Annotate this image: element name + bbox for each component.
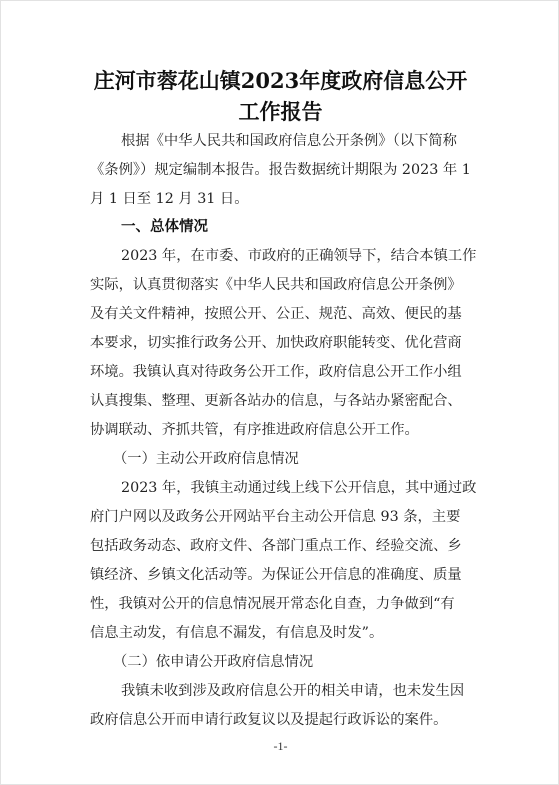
document-title-line-2: 工作报告 — [238, 99, 323, 124]
paragraph-line: 2023 年，我镇主动通过线上线下公开信息，其中通过政 — [121, 480, 477, 496]
paragraph-line: 本要求，切实推行政务公开、加快政府职能转变、优化营商 — [90, 335, 462, 351]
paragraph-line: 协调联动、齐抓共管，有序推进政府信息公开工作。 — [90, 422, 419, 438]
subsection-heading-on-request: （二）依申请公开政府信息情况 — [113, 654, 314, 670]
document-title-line-1: 庄河市蓉花山镇2023年度政府信息公开 — [93, 68, 468, 93]
paragraph-line: 镇经济、乡镇文化活动等。为保证公开信息的准确度、质量 — [90, 567, 462, 583]
paragraph-line: 实际，认真贯彻落实《中华人民共和国政府信息公开条例》 — [90, 277, 462, 293]
intro-line: 《条例》）规定编制本报告。报告数据统计期限为 2023 年 1 — [90, 162, 471, 178]
page-number: -1- — [273, 739, 288, 753]
section-heading-overview: 一、总体情况 — [121, 219, 208, 235]
intro-line: 根据《中华人民共和国政府信息公开条例》（以下简称 — [121, 133, 457, 149]
intro-line: 月 1 日至 12 月 31 日。 — [90, 191, 249, 207]
paragraph-line: 信息主动发，有信息不漏发，有信息及时发”。 — [90, 625, 384, 641]
paragraph-line: 府门户网以及政务公开网站平台主动公开信息 93 条，主要 — [90, 509, 461, 525]
subsection-heading-proactive: （一）主动公开政府信息情况 — [113, 451, 299, 467]
paragraph-line: 环境。我镇认真对待政务公开工作，政府信息公开工作小组 — [90, 364, 462, 380]
paragraph-line: 包括政务动态、政府文件、各部门重点工作、经验交流、乡 — [90, 538, 462, 554]
paragraph-line: 我镇未收到涉及政府信息公开的相关申请，也未发生因 — [121, 683, 465, 699]
paragraph-line: 认真搜集、整理、更新各站办的信息，与各站办紧密配合、 — [90, 393, 462, 409]
paragraph-line: 2023 年，在市委、市政府的正确领导下，结合本镇工作 — [121, 248, 477, 264]
paragraph-line: 及有关文件精神，按照公开、公正、规范、高效、便民的基 — [90, 306, 462, 322]
paragraph-line: 性，我镇对公开的信息情况展开常态化自查，力争做到“有 — [90, 596, 455, 612]
paragraph-line: 政府信息公开而申请行政复议以及提起行政诉讼的案件。 — [90, 712, 448, 728]
